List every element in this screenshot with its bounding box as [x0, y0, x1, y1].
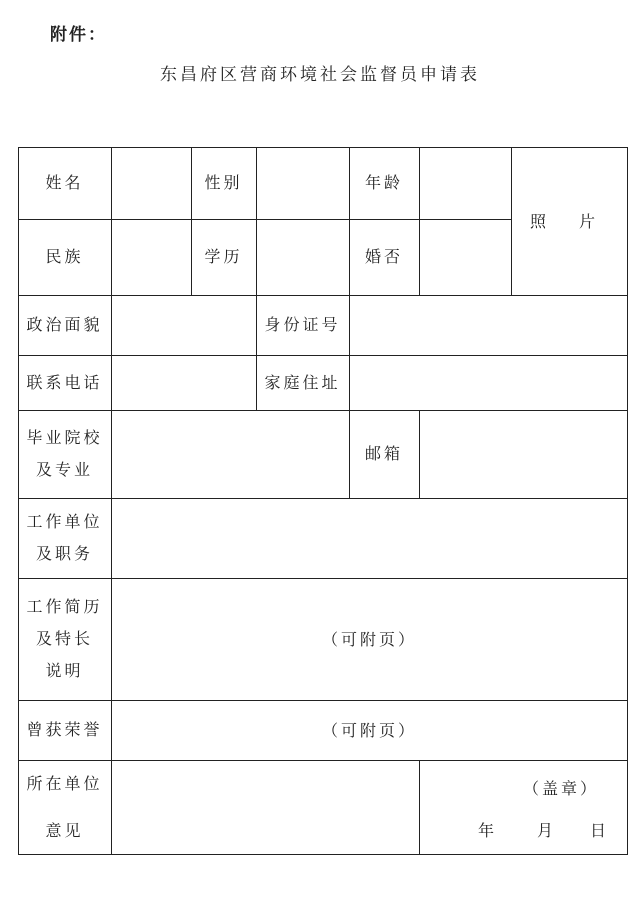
resume-label-line1: 工作简历: [26, 597, 103, 616]
education-label: 学历: [204, 247, 243, 266]
opinion-label-line1: 所在单位: [26, 773, 103, 793]
table-border-right: [627, 147, 628, 855]
phone-label: 联系电话: [26, 372, 103, 392]
gender-label: 性别: [204, 173, 243, 192]
school-label-line2: 及专业: [35, 460, 93, 479]
political-status-field[interactable]: [112, 296, 256, 355]
resume-label: [18, 578, 111, 700]
unit-opinion-field[interactable]: [112, 761, 419, 854]
marital-label: 婚否: [364, 247, 403, 266]
table-border-bottom: [18, 854, 628, 855]
opinion-label-line2: 意见: [45, 820, 84, 840]
email-label: 邮箱: [364, 444, 403, 463]
age-field[interactable]: [420, 148, 511, 219]
school-label-line1: 毕业院校: [26, 428, 103, 447]
honors-field[interactable]: （可附页）: [321, 720, 417, 740]
work-label-line1: 工作单位: [26, 512, 103, 531]
honors-label: 曾获荣誉: [26, 720, 103, 739]
work-label-line2: 及职务: [35, 544, 93, 563]
marital-field[interactable]: [420, 220, 511, 295]
resume-field[interactable]: （可附页）: [321, 629, 417, 649]
school-major-field[interactable]: [112, 411, 349, 498]
seal-label: （盖章）: [523, 779, 600, 798]
ethnicity-field[interactable]: [112, 220, 191, 295]
id-number-field[interactable]: [350, 296, 627, 355]
resume-label-line3: 说明: [45, 661, 84, 680]
age-label: 年龄: [364, 173, 403, 192]
address-field[interactable]: [350, 356, 627, 410]
month-label: 月: [537, 821, 557, 840]
attachment-label: 附件：: [50, 25, 107, 45]
work-unit-field[interactable]: [112, 499, 627, 578]
gender-field[interactable]: [257, 148, 349, 219]
form-title: 东昌府区营商环境社会监督员申请表: [160, 65, 480, 85]
name-label: 姓名: [45, 173, 84, 192]
phone-field[interactable]: [112, 356, 256, 410]
work-unit-label: [18, 498, 111, 578]
school-major-label: [18, 410, 111, 498]
year-label: 年: [478, 821, 498, 840]
day-label: 日: [590, 821, 610, 840]
unit-opinion-label: [18, 760, 111, 854]
email-field[interactable]: [420, 411, 627, 498]
ethnicity-label: 民族: [45, 247, 84, 266]
education-field[interactable]: [257, 220, 349, 295]
address-label: 家庭住址: [264, 372, 341, 392]
name-field[interactable]: [112, 148, 191, 219]
photo-area[interactable]: 照 片: [529, 211, 610, 231]
political-status-label: 政治面貌: [26, 315, 103, 334]
id-number-label: 身份证号: [264, 315, 341, 334]
resume-label-line2: 及特长: [35, 629, 93, 648]
